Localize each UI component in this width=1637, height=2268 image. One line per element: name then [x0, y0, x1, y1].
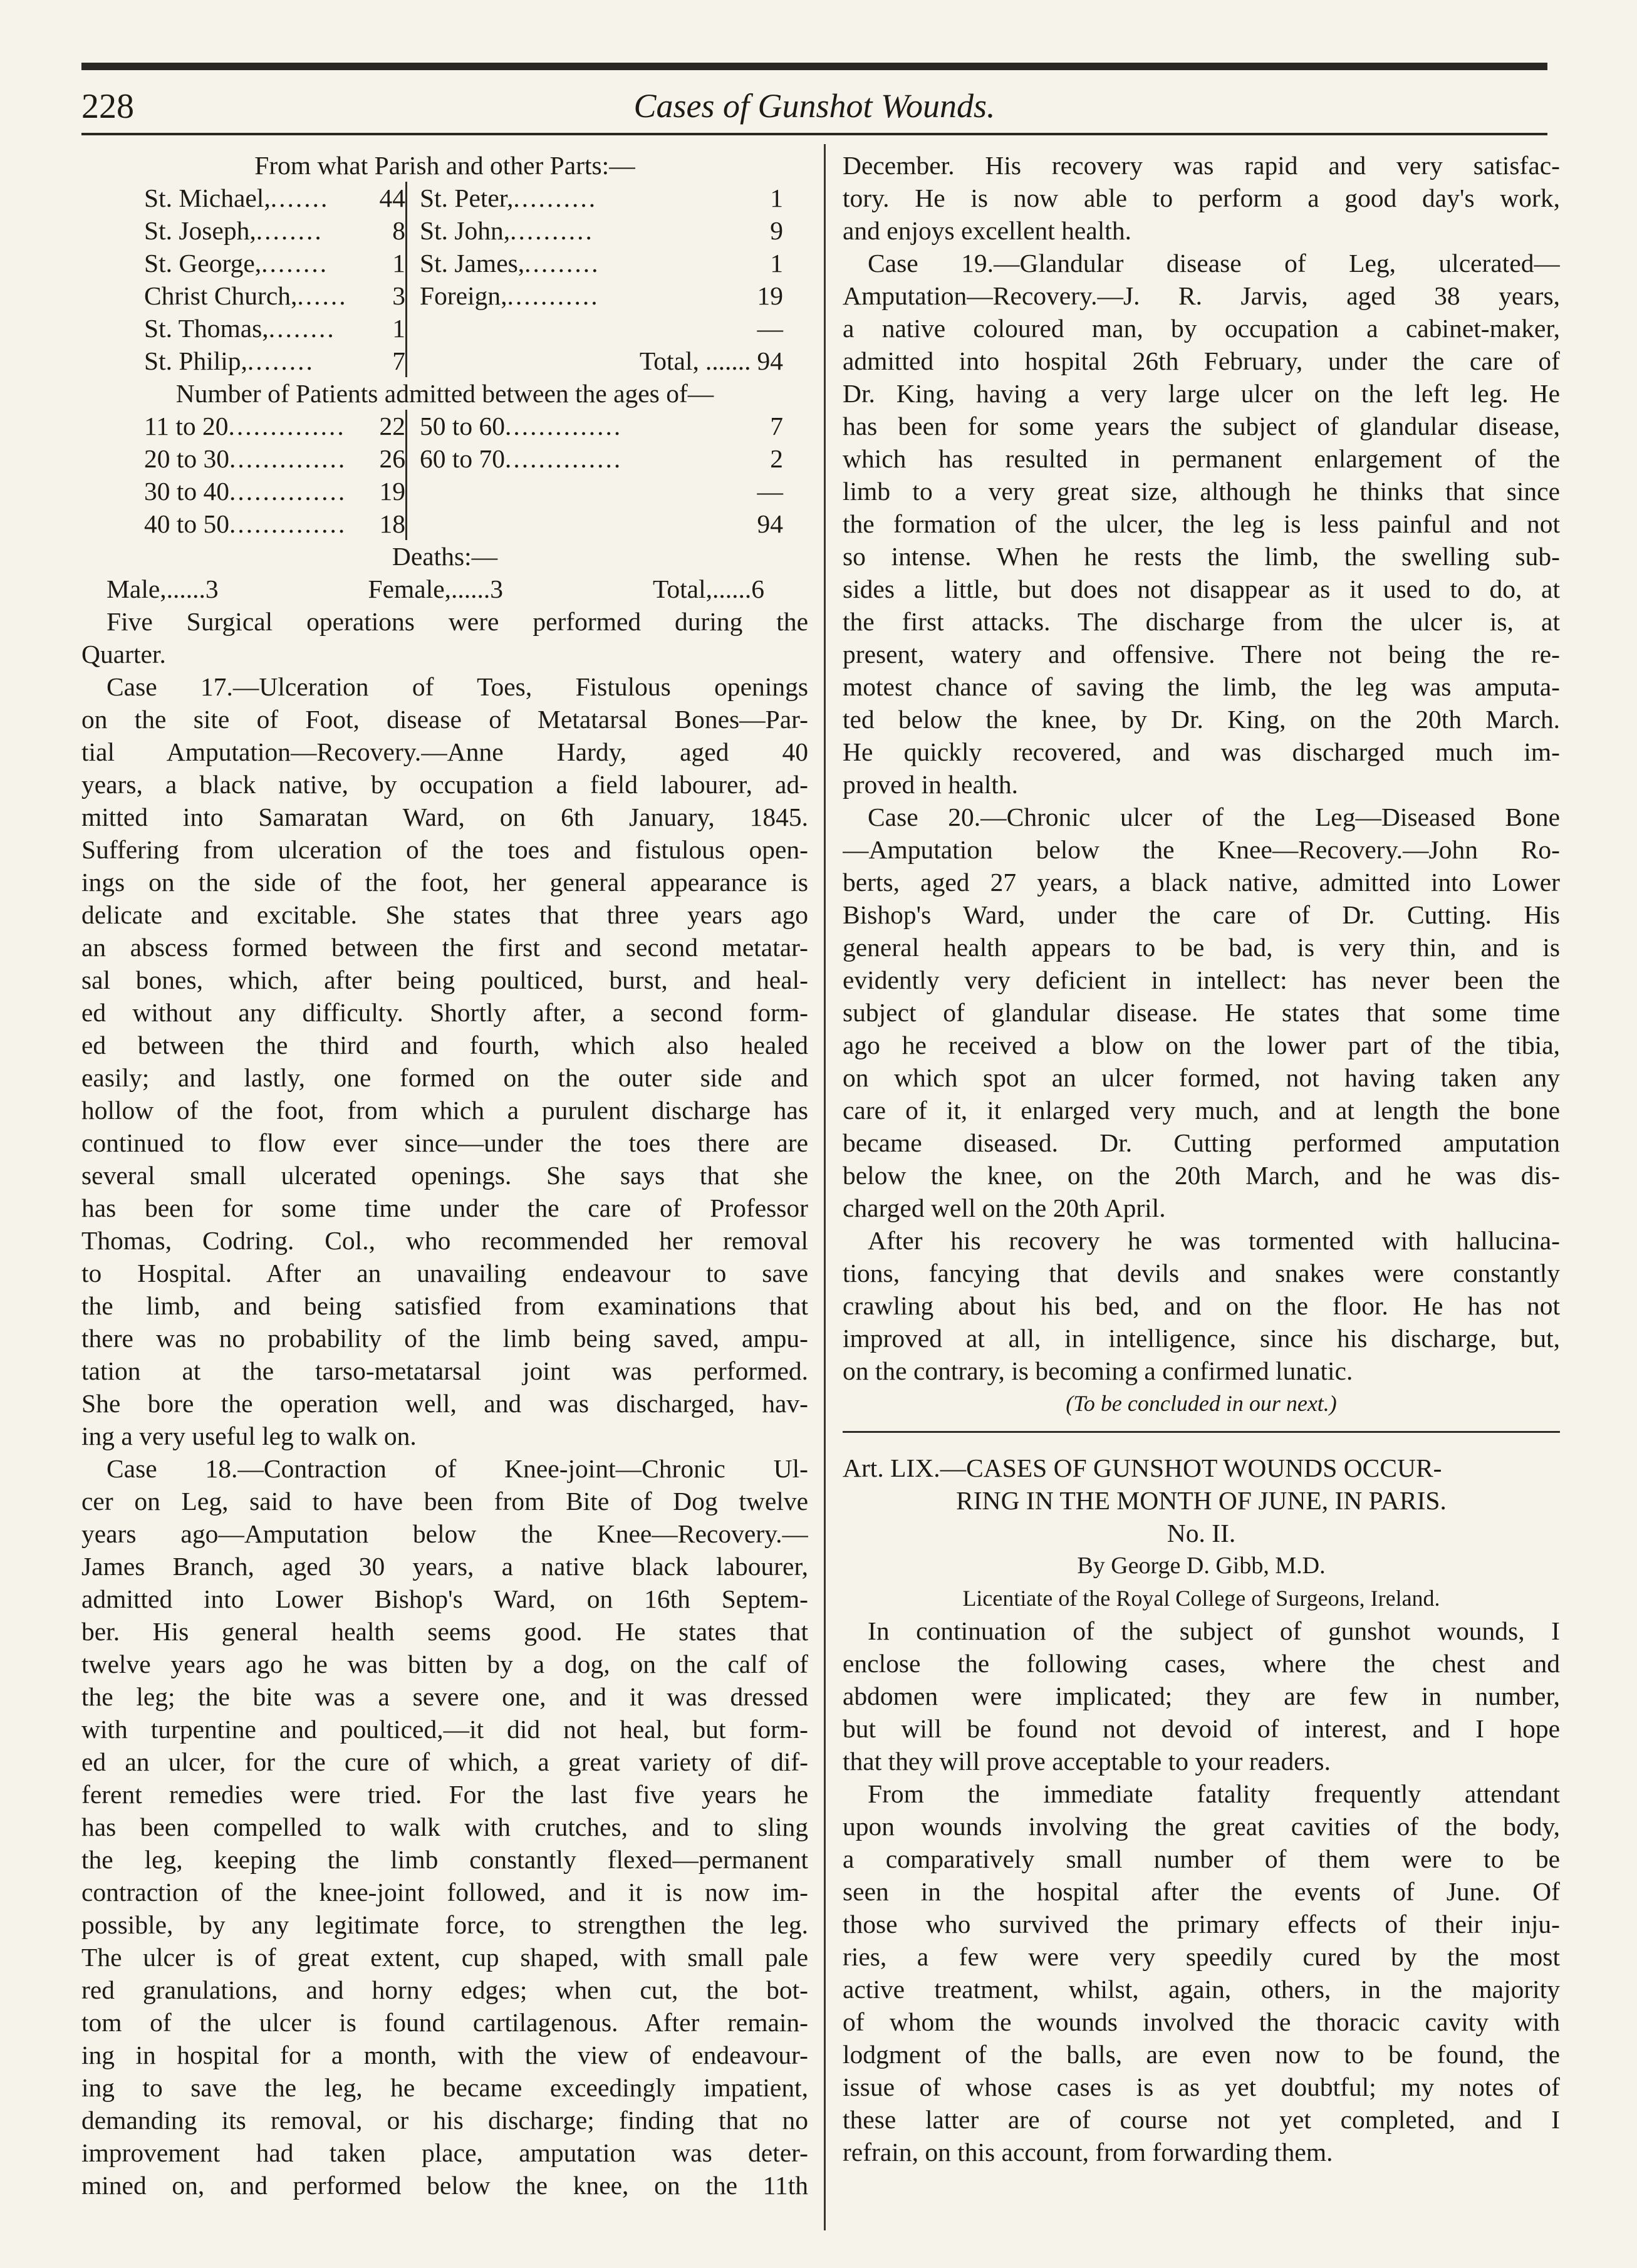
- ages-heading: Number of Patients admitted between the ages of—: [175, 379, 714, 408]
- text-line: Bishop's Ward, under the care of Dr. Cutting. His: [843, 900, 1560, 929]
- case-20: [843, 801, 1560, 1224]
- parish-count: —: [757, 314, 783, 343]
- left-column: [81, 149, 808, 2202]
- text-line: so intense. When he rests the limb, the swelling sub-: [843, 542, 1560, 571]
- case-20-aftermath: [843, 1224, 1560, 1387]
- text-line: subject of glandular disease. He states that some time: [843, 998, 1560, 1027]
- text-line: enclose the following cases, where the chest and: [843, 1649, 1560, 1678]
- text-line: proved in health.: [843, 770, 1019, 799]
- text-line: ber. His general health seems good. He states that: [81, 1617, 808, 1646]
- parish-label: St. James,: [420, 249, 525, 278]
- text-line: ings on the side of the foot, her general appearance is: [81, 868, 808, 897]
- text-line: contraction of the knee-joint followed, and it is now im-: [81, 1878, 808, 1906]
- text-line: ferent remedies were tried. For the last five years he: [81, 1780, 808, 1809]
- text-line: ries, a few were very speedily cured by the most: [843, 1942, 1560, 1971]
- age-label: 40 to 50: [144, 509, 230, 538]
- parish-table-right: [407, 182, 808, 377]
- text-line: red granulations, and horny edges; when cut, the bot-: [81, 1975, 808, 2004]
- parish-leader: ...........: [507, 281, 600, 310]
- text-line: issue of whose cases is as yet doubtful; my notes of: [843, 2073, 1560, 2101]
- to-be-concluded-note: (To be concluded in our next.): [1066, 1391, 1337, 1416]
- parish-row: [144, 279, 405, 312]
- case-19: [843, 247, 1560, 801]
- age-leader: ..............: [229, 444, 347, 473]
- parish-total-value: 94: [757, 346, 783, 375]
- parish-leader: ..........: [510, 216, 594, 245]
- parish-count: 7: [392, 346, 405, 375]
- text-line: ted below the knee, by Dr. King, on the 20th March.: [843, 705, 1560, 734]
- text-line: limb to a very great size, although he thinks that since: [843, 477, 1560, 506]
- age-row: [144, 475, 405, 507]
- parish-leader: ........: [261, 249, 329, 278]
- parish-count: 3: [392, 281, 405, 310]
- ages-table: [81, 410, 808, 540]
- age-row: [420, 410, 783, 442]
- parish-count: 19: [757, 281, 783, 310]
- text-line: crawling about his bed, and on the floor. He has not: [843, 1291, 1560, 1320]
- case-18-continued: [843, 149, 1560, 247]
- parish-leader: ........: [268, 314, 336, 343]
- text-line: Case 20.—Chronic ulcer of the Leg—Diseased Bone: [868, 803, 1560, 831]
- right-column: [843, 149, 1560, 2168]
- parish-leader: ..........: [513, 184, 598, 212]
- ages-table-left: [81, 410, 407, 540]
- text-line: sal bones, which, after being poulticed, burst, and heal-: [81, 965, 808, 994]
- parish-label: St. Michael,: [144, 184, 271, 212]
- parish-label: Christ Church,: [144, 281, 298, 310]
- text-line: admitted into Lower Bishop's Ward, on 16th Septem-: [81, 1584, 808, 1613]
- column-divider: [824, 144, 826, 2230]
- parish-row: [420, 247, 783, 279]
- text-line: possible, by any legitimate force, to strengthen the leg.: [81, 1910, 808, 1939]
- text-line: admitted into hospital 26th February, under the care of: [843, 346, 1560, 375]
- article-rule: [843, 1431, 1560, 1433]
- text-line: ing to save the leg, he became exceedingly impatient,: [81, 2073, 808, 2102]
- text-line: refrain, on this account, from forwarding them.: [843, 2138, 1333, 2167]
- text-line: Case 18.—Contraction of Knee-joint—Chronic Ul-: [107, 1454, 808, 1483]
- text-line: mined on, and performed below the knee, on the 11th: [81, 2171, 808, 2200]
- parish-leader: ........: [256, 216, 323, 245]
- text-line: He quickly recovered, and was discharged much im-: [843, 737, 1560, 766]
- parish-count: 9: [770, 216, 783, 245]
- case-18: [81, 1452, 808, 2202]
- text-line: James Branch, aged 30 years, a native black labourer,: [81, 1552, 808, 1581]
- text-line: ed an ulcer, for the cure of which, a great variety of dif-: [81, 1747, 808, 1776]
- text-line: hollow of the foot, from which a purulent discharge has: [81, 1096, 808, 1125]
- text-line: delicate and excitable. She states that three years ago: [81, 900, 808, 929]
- text-line: seen in the hospital after the events of June. Of: [843, 1877, 1560, 1906]
- text-line: an abscess formed between the first and second metatar-: [81, 933, 808, 962]
- text-line: Case 19.—Glandular disease of Leg, ulcerated—: [868, 249, 1560, 278]
- text-line: below the knee, on the 20th March, and he was dis-: [843, 1161, 1560, 1190]
- text-line: years ago—Amputation below the Knee—Recovery.—: [81, 1519, 808, 1548]
- text-line: but will be found not devoid of interest, and I hope: [843, 1714, 1560, 1743]
- text-line: abdomen were implicated; they are few in number,: [843, 1682, 1560, 1710]
- parish-count: 1: [770, 249, 783, 278]
- age-leader: ..............: [228, 412, 346, 440]
- deaths-heading: Deaths:—: [392, 542, 498, 571]
- text-line: on the contrary, is becoming a confirmed lunatic.: [843, 1356, 1353, 1385]
- text-line: the first attacks. The discharge from the ulcer is, at: [843, 607, 1560, 636]
- text-line: Thomas, Codring. Col., who recommended her removal: [81, 1226, 808, 1255]
- text-line: these latter are of course not yet completed, and I: [843, 2105, 1560, 2134]
- text-line: mitted into Samaratan Ward, on 6th January, 1845.: [81, 803, 808, 831]
- age-leader: [420, 475, 757, 507]
- text-line: In continuation of the subject of gunshot wounds, I: [868, 1616, 1560, 1645]
- age-label: 30 to 40: [144, 477, 230, 506]
- text-line: lodgment of the balls, are even now to be found, the: [843, 2040, 1560, 2069]
- text-line: that they will prove acceptable to your readers.: [843, 1747, 1331, 1776]
- text-line: of whom the wounds involved the thoracic cavity with: [843, 2007, 1560, 2036]
- parish-row: [144, 247, 405, 279]
- text-line: the formation of the ulcer, the leg is less painful and not: [843, 509, 1560, 538]
- text-line: twelve years ago he was bitten by a dog, on the calf of: [81, 1650, 808, 1678]
- parish-count: 8: [392, 216, 405, 245]
- text-line: has been compelled to walk with crutches, and to sling: [81, 1813, 808, 1841]
- parish-row: [144, 182, 405, 214]
- text-line: tory. He is now able to perform a good day's work,: [843, 184, 1560, 212]
- parish-leader: [420, 312, 757, 345]
- parish-count: 44: [379, 184, 405, 212]
- parish-row: [420, 182, 783, 214]
- parish-label: Foreign,: [420, 281, 507, 310]
- text-line: Suffering from ulceration of the toes and fistulous open-: [81, 835, 808, 864]
- text-line: which has resulted in permanent enlargement of the: [843, 444, 1560, 473]
- page-number: 228: [81, 87, 134, 126]
- age-row: [144, 442, 405, 475]
- text-line: charged well on the 20th April.: [843, 1194, 1166, 1222]
- text-line: evidently very deficient in intellect: has never been the: [843, 965, 1560, 994]
- parish-leader: ......: [297, 281, 348, 310]
- text-line: a native coloured man, by occupation a cabinet-maker,: [843, 314, 1560, 343]
- article-heading: Art. LIX.—CASES OF GUNSHOT WOUNDS OCCUR-: [843, 1454, 1442, 1482]
- text-line: continued to flow ever since—under the toes there are: [81, 1128, 808, 1157]
- age-row: [144, 410, 405, 442]
- text-line: on the site of Foot, disease of Metatarsal Bones—Par-: [81, 705, 808, 734]
- text-line: demanding its removal, or his discharge; finding that no: [81, 2106, 808, 2135]
- parish-row: [420, 214, 783, 247]
- deaths-female: Female,......3: [368, 575, 504, 603]
- parish-label: St. Joseph,: [144, 216, 256, 245]
- author-credentials: Licentiate of the Royal College of Surgeons, Ireland.: [962, 1586, 1440, 1611]
- deaths-row: [81, 573, 808, 605]
- text-line: From the immediate fatality frequently attendant: [868, 1779, 1560, 1808]
- text-line: Dr. King, having a very large ulcer on the left leg. He: [843, 379, 1560, 408]
- text-line: ing in hospital for a month, with the view of endeavour-: [81, 2041, 808, 2069]
- parish-label: St. Peter,: [420, 184, 514, 212]
- parish-leader: .......: [270, 184, 330, 212]
- text-line: the limb, and being satisfied from examinations that: [81, 1291, 808, 1320]
- parish-label: St. George,: [144, 249, 262, 278]
- text-line: December. His recovery was rapid and very satisfac-: [843, 151, 1560, 180]
- parish-heading: From what Parish and other Parts:—: [254, 151, 635, 180]
- text-line: —Amputation below the Knee—Recovery.—John Ro-: [843, 835, 1560, 864]
- age-count: 18: [379, 509, 405, 538]
- running-title: Cases of Gunshot Wounds.: [633, 87, 995, 125]
- text-line: active treatment, whilst, again, others, in the majority: [843, 1975, 1560, 2004]
- parish-total-row: [420, 345, 783, 377]
- age-label: 60 to 70: [420, 444, 506, 473]
- text-line: to Hospital. After an unavailing endeavour to save: [81, 1259, 808, 1287]
- age-label: 11 to 20: [144, 412, 229, 440]
- text-line: Case 17.—Ulceration of Toes, Fistulous openings: [107, 672, 808, 701]
- text-line: sides a little, but does not disappear as it used to do, at: [843, 575, 1560, 603]
- age-label: 20 to 30: [144, 444, 230, 473]
- parish-total-leader: .......: [705, 346, 751, 375]
- age-count: 26: [379, 444, 405, 473]
- age-count: 94: [757, 509, 783, 538]
- age-count: 19: [379, 477, 405, 506]
- text-line: those who survived the primary effects of their inju-: [843, 1910, 1560, 1938]
- article-number: No. II.: [1167, 1519, 1236, 1548]
- text-line: tom of the ulcer is found cartilagenous. After remain-: [81, 2008, 808, 2037]
- text-line: a comparatively small number of them were to be: [843, 1844, 1560, 1873]
- age-leader: ..............: [229, 509, 347, 538]
- age-count: —: [757, 477, 783, 506]
- operations-line-end: Quarter.: [81, 640, 166, 668]
- parish-row: [144, 345, 405, 377]
- text-line: and enjoys excellent health.: [843, 216, 1131, 245]
- parish-count: 1: [392, 249, 405, 278]
- text-line: easily; and lastly, one formed on the outer side and: [81, 1063, 808, 1092]
- age-row: [144, 507, 405, 540]
- text-line: improved at all, in intelligence, since his discharge, but,: [843, 1324, 1560, 1353]
- operations-line: Five Surgical operations were performed during the: [107, 607, 808, 636]
- text-line: present, watery and offensive. There not being the re-: [843, 640, 1560, 668]
- text-line: Amputation—Recovery.—J. R. Jarvis, aged 38 years,: [843, 281, 1560, 310]
- article-byline: By George D. Gibb, M.D.: [1077, 1553, 1326, 1579]
- text-line: After his recovery he was tormented with hallucina-: [868, 1226, 1560, 1255]
- article-heading-cont: RING IN THE MONTH OF JUNE, IN PARIS.: [956, 1486, 1447, 1515]
- article-paragraph: [843, 1777, 1560, 2168]
- text-line: ago he received a blow on the lower part of the tibia,: [843, 1031, 1560, 1059]
- text-line: cer on Leg, said to have been from Bite of Dog twelve: [81, 1487, 808, 1516]
- parish-count: 1: [770, 184, 783, 212]
- age-count: 2: [770, 444, 783, 473]
- age-count: 7: [770, 412, 783, 440]
- age-leader: ..............: [229, 477, 347, 506]
- parish-table-left: [81, 182, 407, 377]
- parish-row: [144, 312, 405, 345]
- age-row: [420, 442, 783, 475]
- page-header: [75, 81, 1554, 132]
- text-line: motest chance of saving the limb, the leg was amputa-: [843, 672, 1560, 701]
- text-line: became diseased. Dr. Cutting performed amputation: [843, 1128, 1560, 1157]
- text-line: there was no probability of the limb being saved, ampu-: [81, 1324, 808, 1353]
- parish-row: [420, 312, 783, 345]
- text-line: the leg, keeping the limb constantly flexed—permanent: [81, 1845, 808, 1874]
- age-leader: ..............: [505, 444, 623, 473]
- text-line: tation at the tarso-metatarsal joint was performed.: [81, 1356, 808, 1385]
- text-line: ed between the third and fourth, which also healed: [81, 1031, 808, 1059]
- text-line: The ulcer is of great extent, cup shaped, with small pale: [81, 1943, 808, 1972]
- text-line: berts, aged 27 years, a black native, admitted into Lower: [843, 868, 1560, 897]
- case-17: [81, 670, 808, 1452]
- text-line: upon wounds involving the great cavities of the body,: [843, 1812, 1560, 1841]
- text-line: improvement had taken place, amputation was deter-: [81, 2138, 808, 2167]
- top-rule: [81, 63, 1547, 70]
- parish-label: St. Thomas,: [144, 314, 269, 343]
- text-line: has been for some years the subject of glandular disease,: [843, 412, 1560, 440]
- deaths-male: Male,......3: [107, 575, 219, 603]
- parish-row: [420, 279, 783, 312]
- parish-leader: ........: [247, 346, 314, 375]
- age-row: [420, 507, 783, 540]
- header-rule: [81, 133, 1547, 135]
- parish-total-label: Total,: [639, 346, 699, 375]
- text-line: on which spot an ulcer formed, not having taken any: [843, 1063, 1560, 1092]
- text-line: ed without any difficulty. Shortly after, a second form-: [81, 998, 808, 1027]
- age-leader: [420, 507, 757, 540]
- text-line: tions, fancying that devils and snakes were constantly: [843, 1259, 1560, 1287]
- age-label: 50 to 60: [420, 412, 506, 440]
- age-count: 22: [379, 412, 405, 440]
- age-leader: ..............: [505, 412, 623, 440]
- text-line: several small ulcerated openings. She says that she: [81, 1161, 808, 1190]
- parish-label: St. Philip,: [144, 346, 247, 375]
- parish-count: 1: [392, 314, 405, 343]
- deaths-total: Total,......6: [652, 575, 764, 603]
- parish-label: St. John,: [420, 216, 511, 245]
- parish-table: [81, 182, 808, 377]
- text-line: the leg; the bite was a severe one, and it was dressed: [81, 1682, 808, 1711]
- text-line: She bore the operation well, and was discharged, hav-: [81, 1389, 808, 1418]
- parish-row: [144, 214, 405, 247]
- article-intro: [843, 1615, 1560, 1777]
- text-line: ing a very useful leg to walk on.: [81, 1422, 417, 1450]
- text-line: with turpentine and poulticed,—it did not heal, but form-: [81, 1715, 808, 1744]
- text-line: has been for some time under the care of Professor: [81, 1194, 808, 1222]
- text-line: general health appears to be bad, is very thin, and is: [843, 933, 1560, 962]
- text-line: tial Amputation—Recovery.—Anne Hardy, aged 40: [81, 737, 808, 766]
- age-row: [420, 475, 783, 507]
- text-line: care of it, it enlarged very much, and at length the bone: [843, 1096, 1560, 1125]
- text-line: years, a black native, by occupation a field labourer, ad-: [81, 770, 808, 799]
- ages-table-right: [407, 410, 808, 540]
- parish-leader: .........: [524, 249, 600, 278]
